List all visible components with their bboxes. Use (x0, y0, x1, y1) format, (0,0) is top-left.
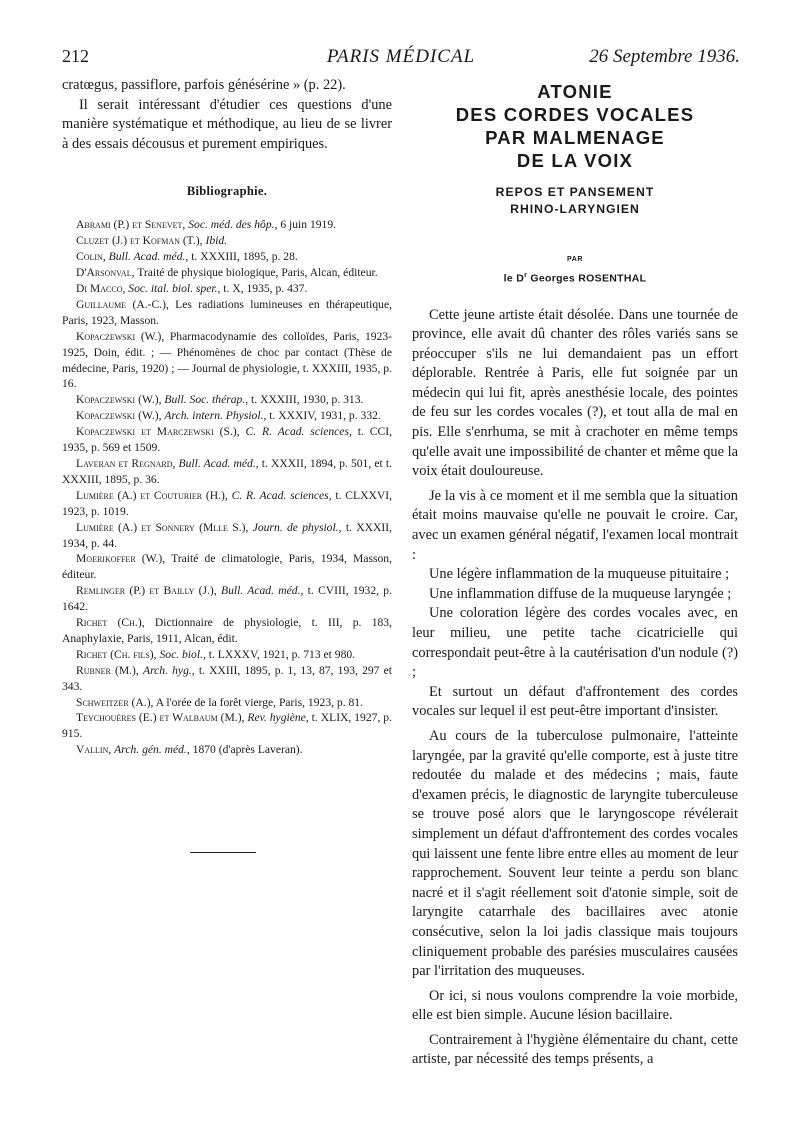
bibliography-entry (62, 392, 392, 408)
bibliography-entry (62, 329, 392, 393)
bib-authors: Laveran et Regnard, (76, 456, 176, 470)
byline-author (412, 272, 738, 285)
bib-journal: C. R. Acad. sciences, (245, 425, 352, 439)
bib-authors: Di Macco, (76, 282, 126, 295)
bibliography-entry (62, 249, 392, 265)
bib-journal: Rev. hygiène, (247, 711, 309, 725)
bib-details: t. XXXIV, 1931, p. 332. (269, 409, 381, 423)
bib-details: t. XXXII, 1894, p. 501, et t. XXXIII, 1895, p. 36. (62, 456, 392, 486)
bibliography-title: Bibliographie. (186, 184, 268, 199)
bib-authors: Rubner (M.), (76, 663, 139, 677)
bib-details: Pharmacodynamie des colloïdes, Paris, 1923-1925, Doin, édit. ; — Phénomènes de choc par contact (Thèse de médecine, Paris, 1920) ; — Journal de physiologie, t. XXXIII, 1935, p. 16. (62, 329, 392, 391)
bib-journal: Journ. de physiol., (252, 520, 342, 534)
bib-authors: D'Arsonval, (76, 266, 135, 280)
bibliography-entry (62, 408, 392, 424)
bib-journal: Bull. Soc. thérap., (164, 393, 249, 407)
bib-journal: C. R. Acad. sciences, (231, 488, 332, 502)
title-line: DE LA VOIX (516, 150, 634, 171)
byline-par: PAR (566, 256, 584, 263)
bib-journal: Bull. Acad. méd., (108, 250, 189, 264)
bib-authors: Guillaume (A.-C.), (76, 297, 169, 311)
bib-authors: Kopaczewski (W.), (76, 409, 162, 423)
bib-authors: Kopaczewski et Marczewski (S.), (76, 425, 240, 439)
bib-details: t. XXXIII, 1895, p. 28. (191, 250, 298, 264)
title-line: ATONIE (537, 81, 613, 102)
list-item: Une coloration légère des cordes vocales avec, en leur milieu, une petite tache cicatricielle qui correspondait peut-être à la cautérisation d'un nodule (?) ; (412, 605, 738, 681)
page-header (62, 46, 740, 70)
bib-details: 1870 (d'après Laveran). (192, 743, 303, 757)
bib-details: t. CLXXVI, 1923, p. 1019. (62, 488, 392, 518)
bibliography-list (62, 217, 392, 758)
article-title (412, 80, 738, 172)
bib-details: t. XXIII, 1895, p. 1, 13, 87, 193, 297 et 343. (62, 663, 392, 693)
bibliography-entry (62, 710, 392, 742)
body-paragraph: Au cours de la tuberculose pulmonaire, l'atteinte laryngée, par la gravité qu'elle comporte, est à juste titre redoutée du malade et des médecins ; mais, faute d'examen précis, le diagnostic de laryngite tuberculeuse se trouve posé alors que le laryngoscope révélerait simplement un défaut d'affrontement des cordes vocales qui laissent une fente libre entre elles au moment de leur rapprochement. Souvent leur teinte a perdu son blanc nacré et il s'agit réellement soit d'atonie simple, soit de laryngite catarrhale des bacillaires avec atonie consécutive, selon la loi jadis classique mais toujours cliniquement probable des parésies musculaires causées par l'irritation des muqueuses. (412, 727, 738, 980)
bib-details: t. XXXII, 1934, p. 44. (62, 520, 392, 550)
bib-journal: Soc. biol., (159, 647, 206, 661)
paragraph-continuation: cratœgus, passiflore, parfois génésérine » (p. 22). (62, 77, 346, 93)
bib-authors: Kopaczewski (W.), (76, 329, 165, 343)
bib-details: t. CVIII, 1932, p. 1642. (62, 584, 392, 614)
article-subtitle (412, 184, 738, 218)
bib-journal: Arch. intern. Physiol., (164, 409, 267, 423)
journal-title: PARIS MÉDICAL (326, 46, 476, 67)
bibliography-entry (62, 695, 392, 711)
body-paragraph: Je la vis à ce moment et il me sembla que la situation était moins mauvaise qu'elle ne pouvait le croire. Car, avec un examen général négatif, l'examen local montrait : (412, 487, 738, 563)
bib-authors: Richet (Ch.), (76, 616, 145, 630)
title-line: PAR MALMENAGE (485, 127, 665, 148)
bib-authors: Moerikoffer (W.), (76, 552, 166, 566)
bibliography-entry (62, 742, 392, 758)
bibliography-entry (62, 281, 392, 297)
bibliography-entry (62, 488, 392, 520)
bib-authors: Kopaczewski (W.), (76, 393, 162, 407)
author-name: Georges ROSENTHAL (530, 272, 647, 285)
issue-date: 26 Septembre 1936. (589, 46, 740, 67)
bibliography-entry (62, 520, 392, 552)
list-item: Une inflammation diffuse de la muqueuse laryngée ; (429, 585, 732, 602)
bib-authors: Schweitzer (A.), (76, 695, 154, 709)
list-item: Et surtout un défaut d'affrontement des cordes vocales sur lequel il est peut-être important d'insister. (412, 683, 738, 720)
bib-details: t. LXXXV, 1921, p. 713 et 980. (208, 647, 356, 661)
right-column (412, 76, 738, 1070)
bib-journal: Arch. hyg., (142, 663, 195, 677)
bib-details: A l'orée de la forêt vierge, Paris, 1923, p. 81. (155, 695, 364, 709)
bib-details: t. CCI, 1935, p. 569 et 1509. (62, 425, 393, 455)
list-item: Une légère inflammation de la muqueuse pituitaire ; (429, 566, 730, 583)
bib-authors: Richet (Ch. fils), (76, 647, 157, 661)
bibliography-entry (62, 217, 392, 233)
paragraph-conclusion: Il serait intéressant d'étudier ces questions d'une manière systématique et méthodique, au lieu de se livrer à des essais décousus et purement empiriques. (62, 96, 392, 152)
bib-details: t. X, 1935, p. 437. (223, 282, 308, 295)
bib-journal: Ibid. (205, 234, 228, 248)
bib-details: t. XLIX, 1927, p. 915. (62, 711, 392, 741)
bib-authors: Cluzet (J.) et Kofman (T.), (76, 234, 203, 248)
page-number: 212 (62, 46, 89, 66)
left-column (62, 76, 392, 758)
bib-details: Traité de physique biologique, Paris, Alcan, éditeur. (137, 266, 378, 280)
bib-authors: Remlinger (P.) et Bailly (J.), (76, 584, 217, 598)
bib-details: Les radiations lumineuses en thérapeutique, Paris, 1923, Masson. (62, 297, 392, 327)
body-paragraph: Or ici, si nous voulons comprendre la voie morbide, elle est bien simple. Aucune lésion bacillaire. (412, 987, 738, 1024)
body-paragraph: Cette jeune artiste était désolée. Dans une tournée de province, elle avait dû chanter des rôles variés sans se préoccuper s'ils ne lui demandaient pas un effort déplorable. Rentrée à Paris, elle fut soignée par un médecin qui lui fit, après anesthésie locale, des pointes de feu sur les cordes vocales (?), et tout alla de mal en pis. Elle s'enrhuma, se mit à crachoter en même temps qu'elle avait une impossibilité de chanter et même que la voix était douloureuse. (412, 306, 738, 480)
subtitle-line: REPOS ET PANSEMENT (495, 185, 655, 199)
bib-journal: Soc. ital. biol. sper., (128, 282, 221, 295)
bibliography-entry (62, 551, 392, 583)
bib-details: Traité de climatologie, Paris, 1934, Masson, éditeur. (62, 552, 392, 582)
bib-authors: Abrami (P.) et Senevet, (76, 218, 186, 232)
bib-details: Dictionnaire de physiologie, t. III, p. 183, Anaphylaxie, Paris, 1911, Alcan, édit. (62, 616, 392, 645)
bib-journal: Bull. Acad. méd., (178, 456, 259, 470)
bibliography-entry (62, 647, 392, 663)
bibliography-entry (62, 615, 392, 647)
bibliography-entry (62, 456, 392, 488)
bib-journal: Bull. Acad. méd., (220, 584, 304, 598)
body-paragraph: Contrairement à l'hygiène élémentaire du chant, cette artiste, par nécessité des temps présents, a (412, 1031, 738, 1068)
bib-journal: Arch. gén. méd., (114, 743, 190, 757)
bibliography-entry (62, 233, 392, 249)
bib-details: 6 juin 1919. (280, 218, 337, 232)
bibliography-entry (62, 265, 392, 281)
bibliography-entry (62, 663, 392, 695)
bibliography-entry (62, 424, 392, 456)
bib-authors: Lumière (A.) et Couturier (H.), (76, 488, 228, 502)
title-line: DES CORDES VOCALES (455, 104, 695, 125)
author-prefix: le D (503, 272, 525, 285)
subtitle-line: RHINO-LARYNGIEN (510, 202, 640, 216)
bibliography-entry (62, 583, 392, 615)
bib-authors: Teychouères (E.) et Walbaum (M.), (76, 711, 245, 725)
bib-journal: Soc. méd. des hôp., (188, 218, 278, 232)
bib-authors: Lumière (A.) et Sonnery (Mlle S.), (76, 520, 249, 534)
bibliography-entry (62, 297, 392, 329)
bib-details: t. XXXIII, 1930, p. 313. (251, 393, 364, 407)
closing-rule (190, 852, 256, 853)
bib-authors: Vallin, (76, 743, 112, 757)
bib-authors: Colin, (76, 250, 106, 264)
author-prefix-sup: r (524, 272, 528, 279)
